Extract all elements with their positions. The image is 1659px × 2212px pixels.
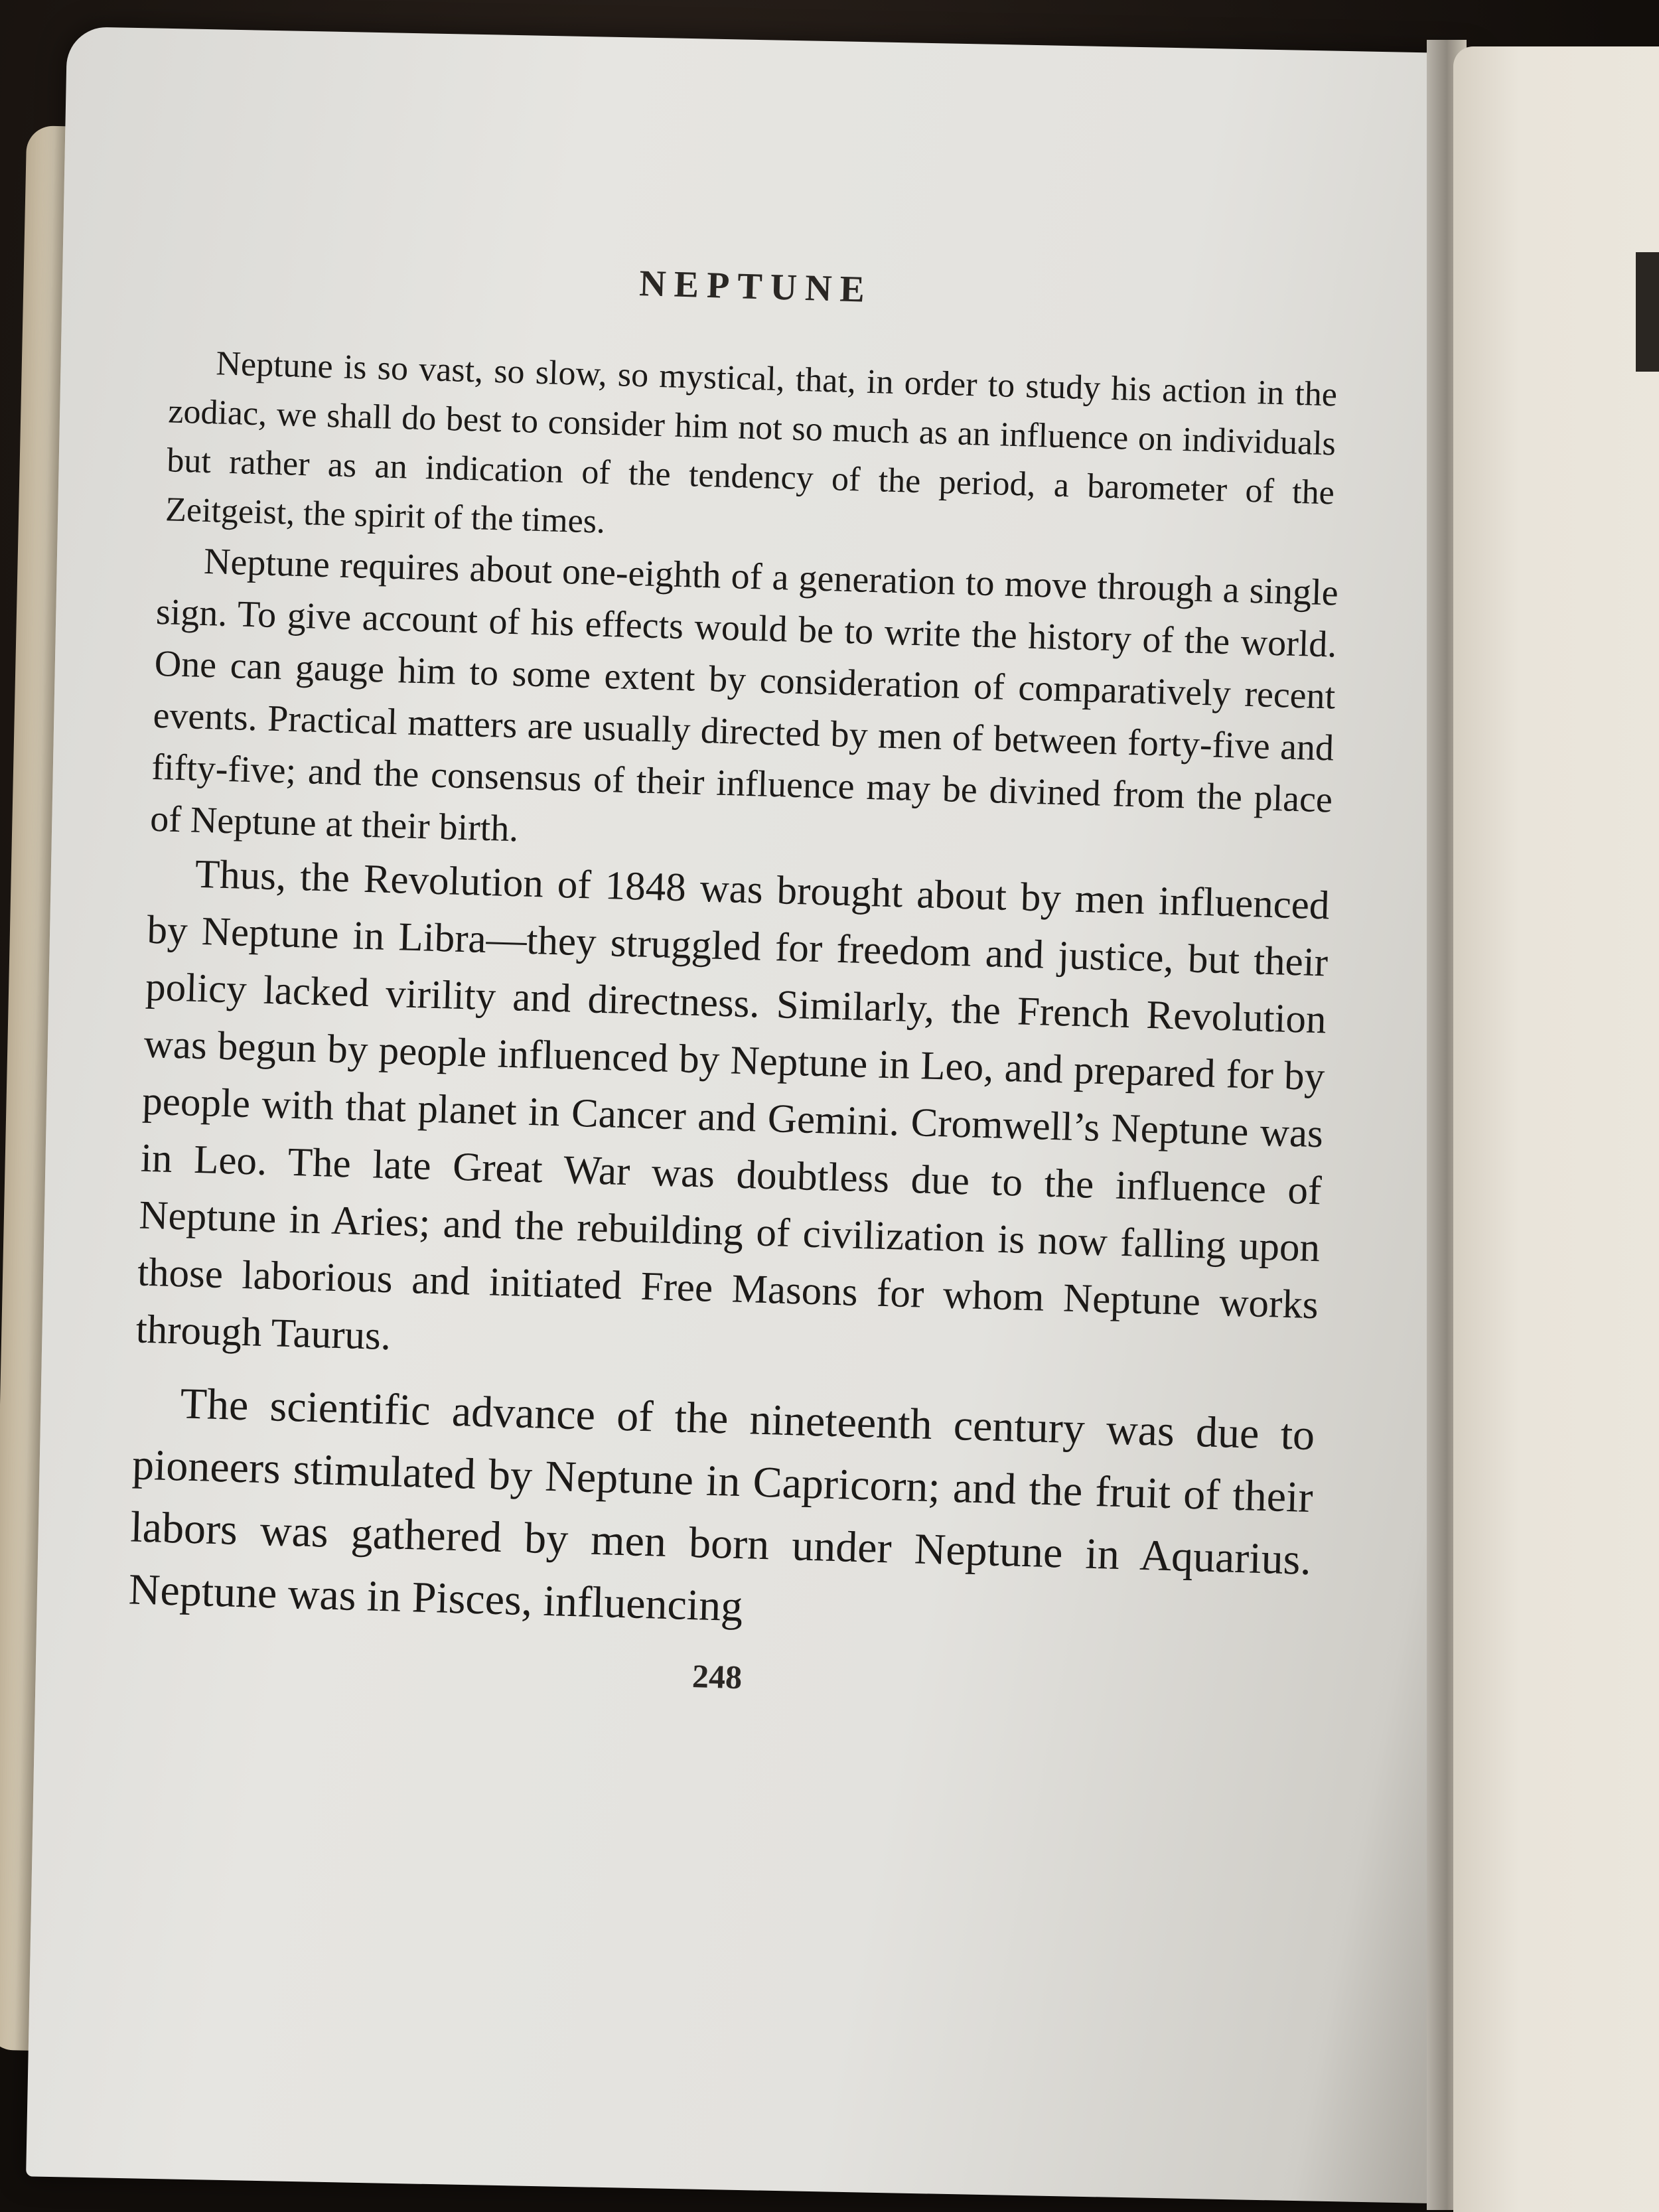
paragraph-4: The scientific advance of the nineteenth century was due to pioneers stimulated by Neptune in Capricorn; and the fruit of their labors was gathered by men born under Neptune in Aquarius. Neptune was in Pisces, influencing [127, 1379, 1316, 1631]
running-head: NEPTUNE [638, 263, 873, 311]
paragraph-1: Neptune is so vast, so slow, so mystical, that, in order to study his action in the zodiac, we shall do best to consider him not so much as an influence on individuals but rather as an indication of the tendency of the period, a barometer of the Zeitgeist, the spirit of the times. [165, 344, 1338, 541]
paragraph-3: Thus, the Revolution of 1848 was brought about by men influenced by Neptune in Libra—they struggled for freedom and justice, but their policy lacked virility and directness. Similarly, the French Revolution was begun by people influenced by Neptune in Leo, and prepared for by people with that planet in Cancer and Gemini. Cromwell’s Neptune was in Leo. The late Great War was doubtless due to the influence of Neptune in Aries; and the rebuilding of civilization is now falling upon those laborious and initiated Free Masons for whom Neptune works through Taurus. [135, 851, 1331, 1359]
book-page-right [1453, 46, 1659, 2212]
paragraph-2: Neptune requires about one-eighth of a generation to move through a single sign. To give account of his effects would be to write the history of the world. One can gauge him to some extent by consideration of comparatively recent events. Practical matters are usually directed by men of between forty-five and fifty-five; and the consensus of their influence may be divined from the place of Neptune at their birth. [149, 540, 1339, 850]
page-text-block [117, 249, 1347, 2047]
right-page-print-edge [1636, 252, 1659, 372]
page-number: 248 [691, 1657, 743, 1696]
